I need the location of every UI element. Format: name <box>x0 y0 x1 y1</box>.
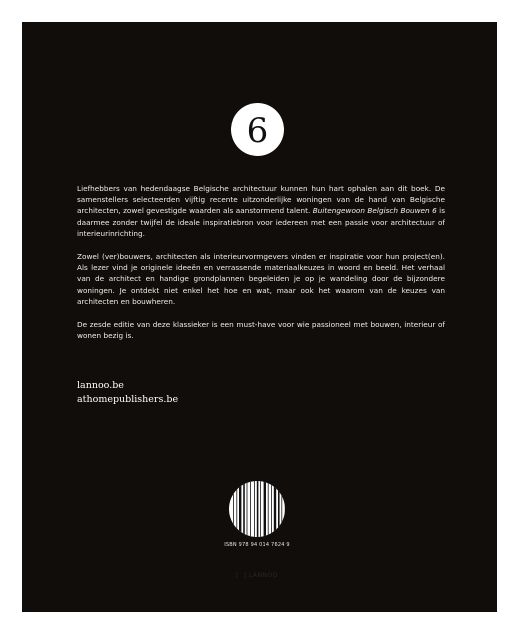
publisher-logo: [ ] LANNOO <box>236 572 278 579</box>
barcode-graphic <box>229 481 285 537</box>
barcode-bar <box>260 481 261 537</box>
barcode-bar <box>257 481 259 537</box>
blurb-paragraph-3: De zesde editie van deze klassieker is een must-have voor wie passioneel met bouwen, interieur of wonen bezig is. <box>77 320 445 341</box>
barcode-bar <box>268 481 269 537</box>
barcode-bar <box>243 481 245 537</box>
barcode-bar <box>278 481 280 537</box>
barcode-bar <box>271 481 272 537</box>
barcode-bar <box>247 481 248 537</box>
barcode-bar <box>239 481 241 537</box>
barcode-bar <box>264 481 266 537</box>
blurb-paragraph-1-outro: is daarmee zonder twijfel de ideale inspiratiebron voor iedereen met een passie voor architectuur of interieurinrichting. <box>77 206 445 238</box>
barcode <box>229 481 285 537</box>
website-lannoo[interactable]: lannoo.be <box>77 380 124 391</box>
barcode-bar <box>250 481 251 537</box>
barcode-bar <box>274 481 276 537</box>
blurb-paragraph-2: Zowel (ver)bouwers, architecten als interieurvormgevers vinden er inspiratie voor hun project(en). Als lezer vind je originele ideeën en verrassende materiaalkeuzes in woord en beeld. Het verhaal van de architect en handige grondplannen begeleiden je op je wandeling door de bijzondere woningen. Je ontdekt niet enkel het hoe en wat, maar ook het waarom van de keuzes van architecten en bouwheren. <box>77 252 445 306</box>
website-athomepublishers[interactable]: athomepublishers.be <box>77 393 179 405</box>
back-cover <box>22 22 497 612</box>
cover-blurb <box>77 183 445 353</box>
edition-number: 6 <box>246 110 269 151</box>
blurb-paragraph-1 <box>77 183 445 239</box>
edition-badge <box>231 103 284 156</box>
blurb-paragraph-1-intro: Liefhebbers van hedendaagse Belgische architectuur kunnen hun hart ophalen aan dit boek. De samenstellers selecteerden vijftig recente uitzonderlijke woningen van de hand van Belgische architecten, zowel gevestigde waarden als aanstormend talent. <box>77 184 445 216</box>
barcode-bar <box>236 481 237 537</box>
barcode-bar <box>281 481 282 537</box>
publisher-websites <box>77 379 178 406</box>
isbn-number: ISBN 978 94 014 7624 9 <box>224 542 290 548</box>
book-title: Buitengewoon Belgisch Bouwen 6 <box>312 206 437 216</box>
barcode-bar <box>254 481 255 537</box>
barcode-bar <box>233 481 234 537</box>
